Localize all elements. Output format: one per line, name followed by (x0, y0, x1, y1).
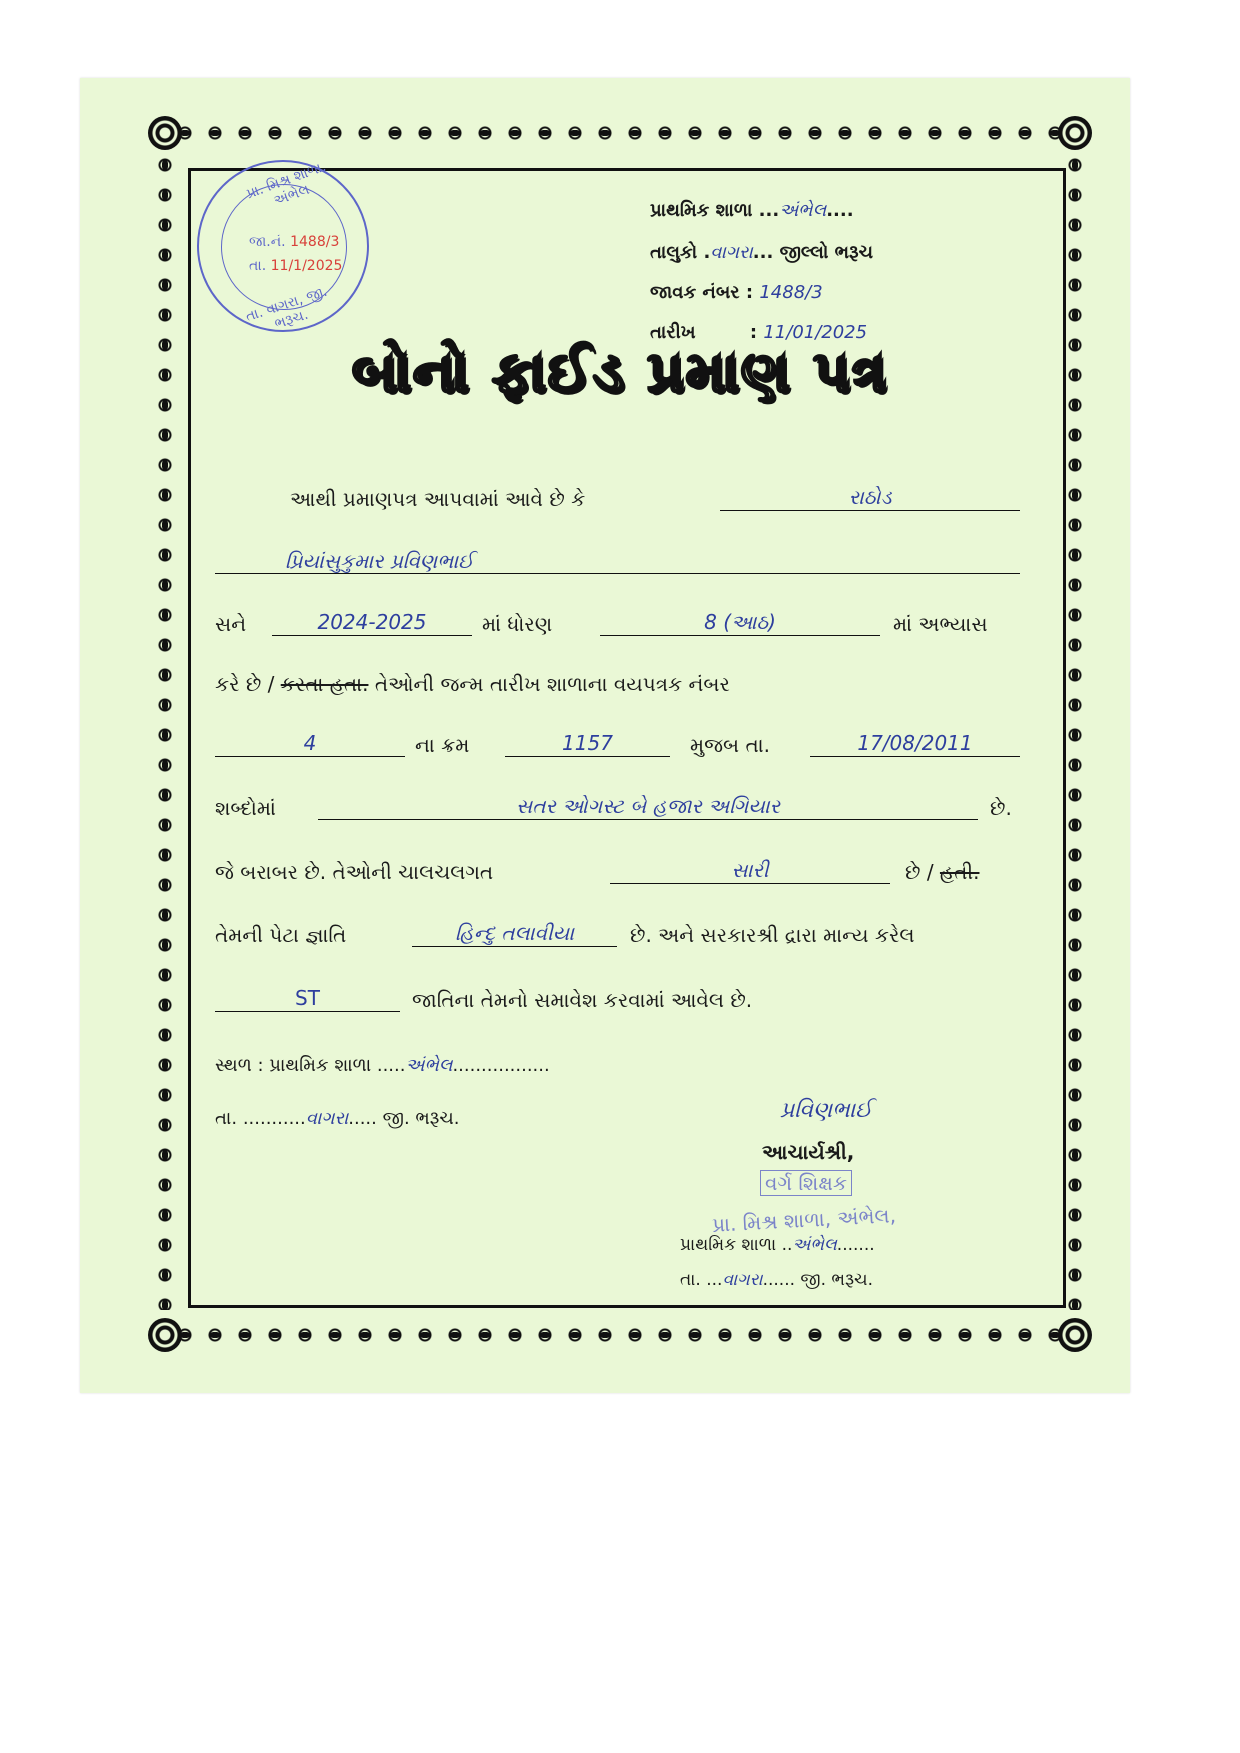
correct-text: જે બરાબર છે. તેઓની ચાલચલગત (215, 860, 494, 884)
corner-ornament (1058, 1318, 1092, 1352)
sign-school-value: અંભેલ (792, 1235, 837, 1255)
stamp-date (249, 258, 349, 274)
signature: પ્રવિણભાઈ (780, 1098, 873, 1123)
dob-field: 17/08/2011 (810, 730, 1020, 757)
sign-school-line: પ્રાથમિક શાળા ..અંભેલ....... (680, 1235, 875, 1255)
dob-text: તેઓની જન્મ તારીખ શાળાના વયપત્રક નંબર (374, 672, 730, 696)
conduct-field: સારી (610, 857, 890, 884)
header-date: તારીખ : 11/01/2025 (650, 322, 868, 343)
ji-label: જી. ભરૂચ. (382, 1108, 460, 1129)
ta-line: તા. ...........વાગરા..... જી. ભરૂચ. (215, 1108, 460, 1129)
corner-ornament (1058, 116, 1092, 150)
ta-label: તા. (215, 1108, 238, 1129)
name-field: પ્રિયાંસુકુમાર પ્રવિણભાઈ (215, 548, 1020, 574)
conduct-struck: હતી. (939, 860, 980, 884)
serial-label: ના ક્રમ (415, 733, 470, 757)
is-label: છે. (990, 796, 1012, 820)
conduct-suffix: છે / (905, 860, 934, 884)
sign-ta-line: તા. ...વાગરા...... જી. ભરૂચ. (680, 1270, 874, 1290)
border-bottom (170, 1320, 1070, 1350)
stamp-ref-label: જા.નં. (249, 234, 286, 250)
certificate-title: બોનો ફાઈડ પ્રમાણ પત્ર (351, 340, 889, 405)
conduct-tail (905, 860, 979, 884)
stamp-top-text: પ્રા. મિશ્ર શાળા, અંભેલ (244, 158, 329, 210)
date-value: 11/01/2025 (763, 322, 868, 343)
place-label: સ્થળ : પ્રાથમિક શાળા (215, 1055, 372, 1076)
date-label: તારીખ (650, 322, 696, 343)
as-per-label: મુજબ તા. (690, 733, 770, 757)
school-stamp (197, 160, 369, 332)
category-text: જાતિના તેમનો સમાવેશ કરવામાં આવેલ છે. (412, 988, 753, 1012)
corner-ornament (148, 1318, 182, 1352)
dob-words-field: સતર ઓગસ્ટ બે હજાર અગિયાર (318, 793, 978, 820)
taluka-value: વાગરા (710, 242, 753, 263)
year-prefix: સને (215, 612, 247, 636)
border-top (170, 118, 1070, 148)
district-label: જીલ્લો ભરૂચ (779, 242, 874, 263)
stamp-date-label: તા. (249, 258, 267, 274)
sign-ta-value: વાગરા (722, 1270, 763, 1290)
principal-label: આચાર્યશ્રી, (762, 1140, 855, 1164)
principal-stamp: વર્ગ શિક્ષક (760, 1170, 852, 1196)
studying-prefix: કરે છે / (215, 672, 275, 696)
corner-ornament (148, 116, 182, 150)
studying-line (215, 672, 730, 696)
in-words-label: શબ્દોમાં (215, 796, 276, 820)
header-outward (650, 282, 823, 303)
serial-field: 1157 (505, 730, 670, 757)
std-field: 8 (આઠ) (600, 609, 880, 636)
place-line: સ્થળ : પ્રાથમિક શાળા .....અંભેલ................. (215, 1055, 550, 1076)
header-school: પ્રાથમિક શાળા ...અંભેલ.... (650, 200, 854, 221)
std-label: માં ધોરણ (482, 612, 553, 636)
school-label: પ્રાથમિક શાળા (650, 200, 753, 221)
taluka-label: તાલુકો (650, 242, 698, 263)
year-field: 2024-2025 (272, 609, 472, 636)
border-left (150, 150, 180, 1310)
surname-field: રાઠોડ (720, 484, 1020, 511)
outward-label: જાવક નંબર : (650, 282, 754, 303)
sign-ta-label: તા. (680, 1270, 701, 1290)
header-taluka: તાલુકો .વાગરા... જીલ્લો ભરૂચ (650, 242, 874, 263)
stamp-ref (249, 234, 349, 250)
stamp-bottom-text: તા. વાગરા, જી. ભરૂચ. (243, 283, 330, 333)
school-value: અંભેલ (779, 200, 827, 221)
register-field: 4 (215, 730, 405, 757)
caste-suffix: છે. અને સરકારશ્રી દ્રારા માન્ય કરેલ (630, 923, 915, 947)
stamp-date-value: 11/1/2025 (270, 258, 343, 274)
stamp-ref-value: 1488/3 (290, 234, 340, 250)
studying-struck: કરતા હતા. (280, 672, 369, 696)
sign-ji-label: જી. ભરૂચ. (800, 1270, 874, 1290)
ta-value: વાગરા (305, 1108, 349, 1129)
caste-label: તેમની પેટા જ્ઞાતિ (215, 923, 347, 947)
study-label: માં અભ્યાસ (893, 612, 988, 636)
outward-value: 1488/3 (759, 282, 823, 303)
sign-school-label: પ્રાથમિક શાળા (680, 1235, 777, 1255)
sign-stamp-school: પ્રા. મિશ્ર શાળા, અંભેલ, (711, 1203, 897, 1237)
intro-text: આથી પ્રમાણપત્ર આપવામાં આવે છે કે (290, 487, 586, 511)
category-field: ST (215, 985, 400, 1012)
caste-field: હિન્દુ તલાવીયા (412, 920, 617, 947)
place-value: અંભેલ (405, 1055, 453, 1076)
